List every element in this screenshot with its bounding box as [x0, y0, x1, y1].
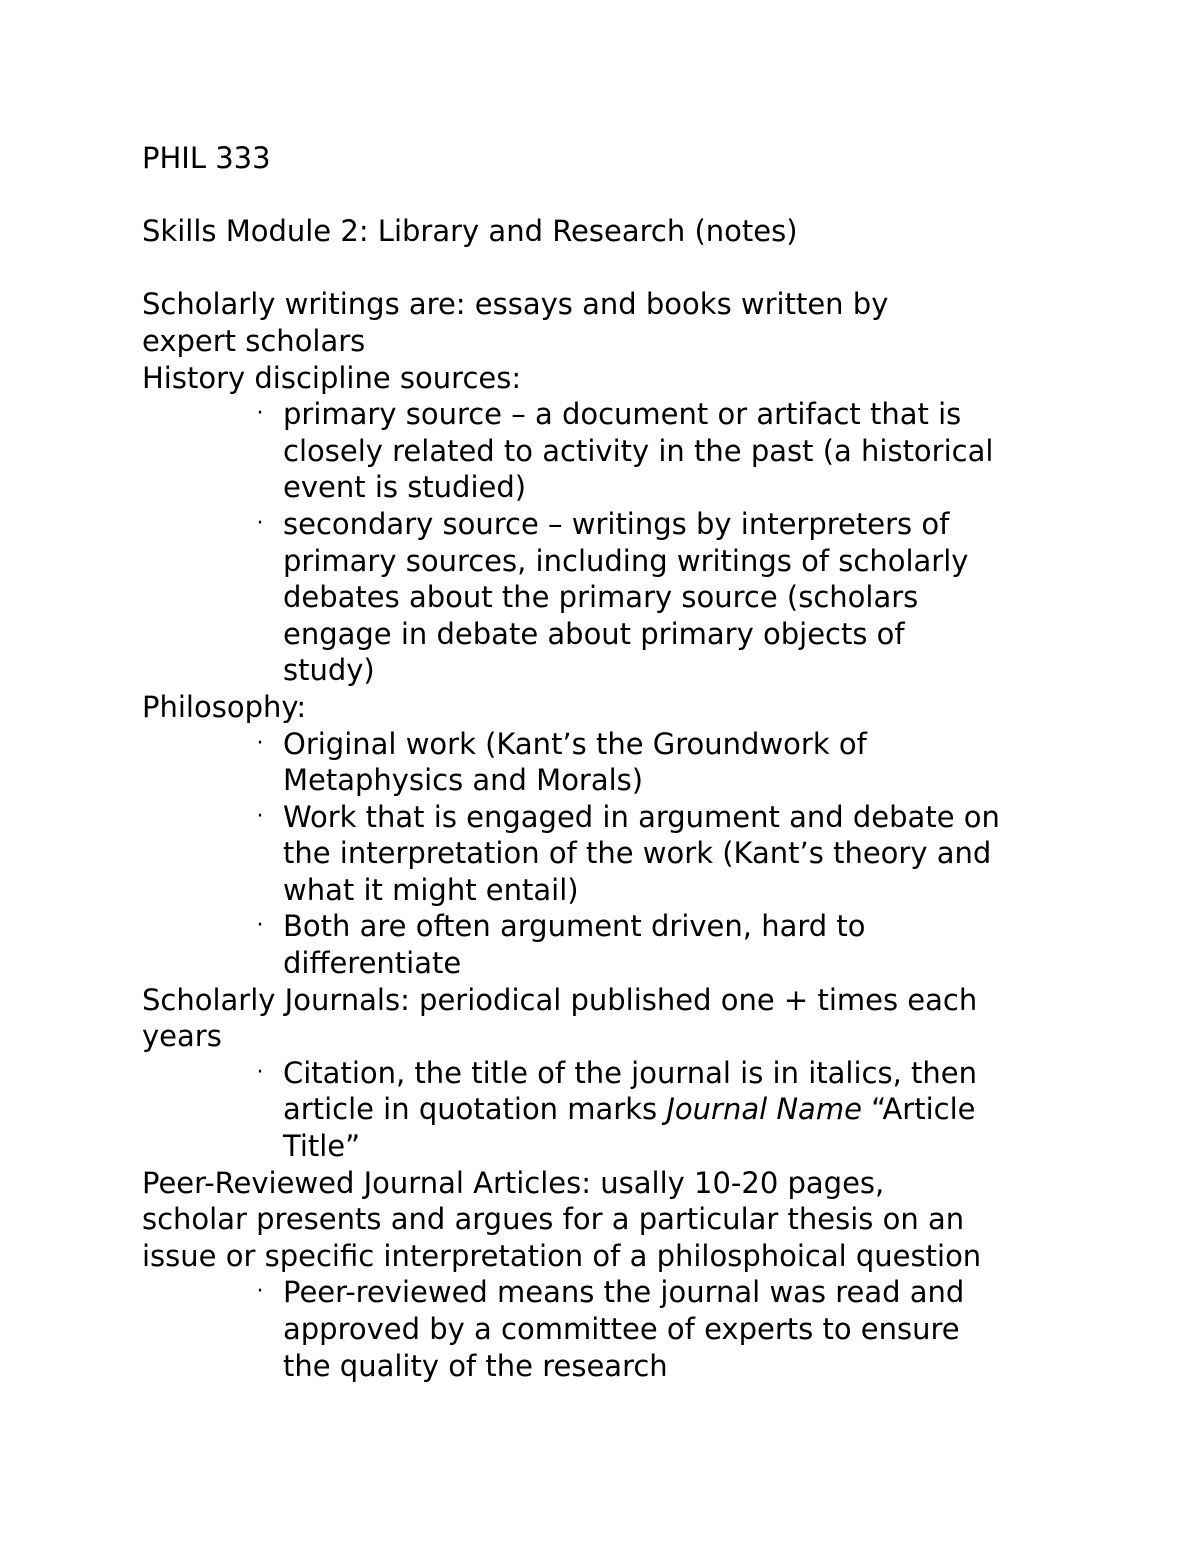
bullet-icon: · [256, 510, 264, 536]
bullet-line: primary source – a document or artifact that is [283, 397, 962, 432]
bullet-line: approved by a committee of experts to ensure [283, 1312, 960, 1346]
text-line: Scholarly writings are: essays and books written by [142, 287, 889, 322]
bullet-line: what it might entail) [283, 872, 579, 907]
text-line: Peer-Reviewed Journal Articles: usally 10-20 pages, [142, 1165, 885, 1200]
bullet-line: engage in debate about primary objects of [283, 616, 905, 651]
bullet-line: secondary source – writings by interpreters of [283, 506, 950, 541]
bullet-line: primary sources, including writings of scholarly [283, 543, 969, 578]
blank-line [142, 177, 1082, 214]
bullet-icon: · [256, 1059, 264, 1085]
bullet-line: Original work (Kant’s the Groundwork of [283, 726, 867, 761]
text-line: expert scholars [142, 323, 366, 358]
bullet-icon: · [256, 803, 264, 829]
bullet-line: Metaphysics and Morals) [283, 763, 644, 798]
bullet-line: Citation, the title of the journal is in italics, then [283, 1055, 977, 1090]
bullet-line: study) [283, 653, 375, 688]
bullet-item-primary-source [142, 396, 1082, 506]
bullet-line: closely related to activity in the past (a historical [283, 433, 994, 468]
citation-journal-name: Journal Name [666, 1092, 862, 1127]
bullet-line: Work that is engaged in argument and debate on [283, 799, 1000, 834]
journals-heading [142, 982, 1082, 1055]
bullet-line: the quality of the research [283, 1348, 668, 1383]
bullet-icon: · [256, 913, 264, 939]
blank-line [142, 250, 1082, 287]
document-page [142, 140, 1082, 1384]
bullet-item-secondary-source [142, 506, 1082, 689]
bullet-icon: · [256, 730, 264, 756]
bullet-line: Both are often argument driven, hard to [283, 909, 866, 944]
bullet-line: Peer-reviewed means the journal was read and [283, 1275, 965, 1310]
bullet-line: debates about the primary source (scholars [283, 580, 919, 615]
course-code: PHIL 333 [142, 141, 271, 175]
bullet-line: differentiate [283, 946, 462, 981]
bullet-line: event is studied) [283, 470, 527, 505]
bullet-line-mixed [283, 1091, 1082, 1128]
text-line: years [142, 1019, 222, 1054]
bullet-item-argument-driven [142, 908, 1082, 981]
bullet-icon: · [256, 401, 264, 427]
history-heading: History discipline sources: [142, 360, 522, 395]
bullet-item-citation [142, 1055, 1082, 1165]
text-line: scholar presents and argues for a particular thesis on an [142, 1202, 965, 1237]
bullet-item-peer-reviewed [142, 1274, 1082, 1384]
module-title: Skills Module 2: Library and Research (notes) [142, 214, 798, 249]
bullet-line: the interpretation of the work (Kant’s theory and [283, 836, 992, 871]
scholarly-writings-paragraph [142, 286, 1082, 359]
bullet-icon: · [256, 1279, 264, 1305]
peer-reviewed-heading [142, 1165, 1082, 1275]
bullet-item-interpretive-work [142, 799, 1082, 909]
text-line: Scholarly Journals: periodical published one + times each [142, 982, 978, 1017]
bullet-item-original-work [142, 726, 1082, 799]
bullet-line: Title” [283, 1129, 361, 1164]
text-line: issue or specific interpretation of a philosphoical question [142, 1238, 982, 1273]
philosophy-heading: Philosophy: [142, 689, 307, 724]
citation-suffix: “Article [861, 1092, 976, 1127]
citation-prefix: article in quotation marks [283, 1092, 667, 1127]
